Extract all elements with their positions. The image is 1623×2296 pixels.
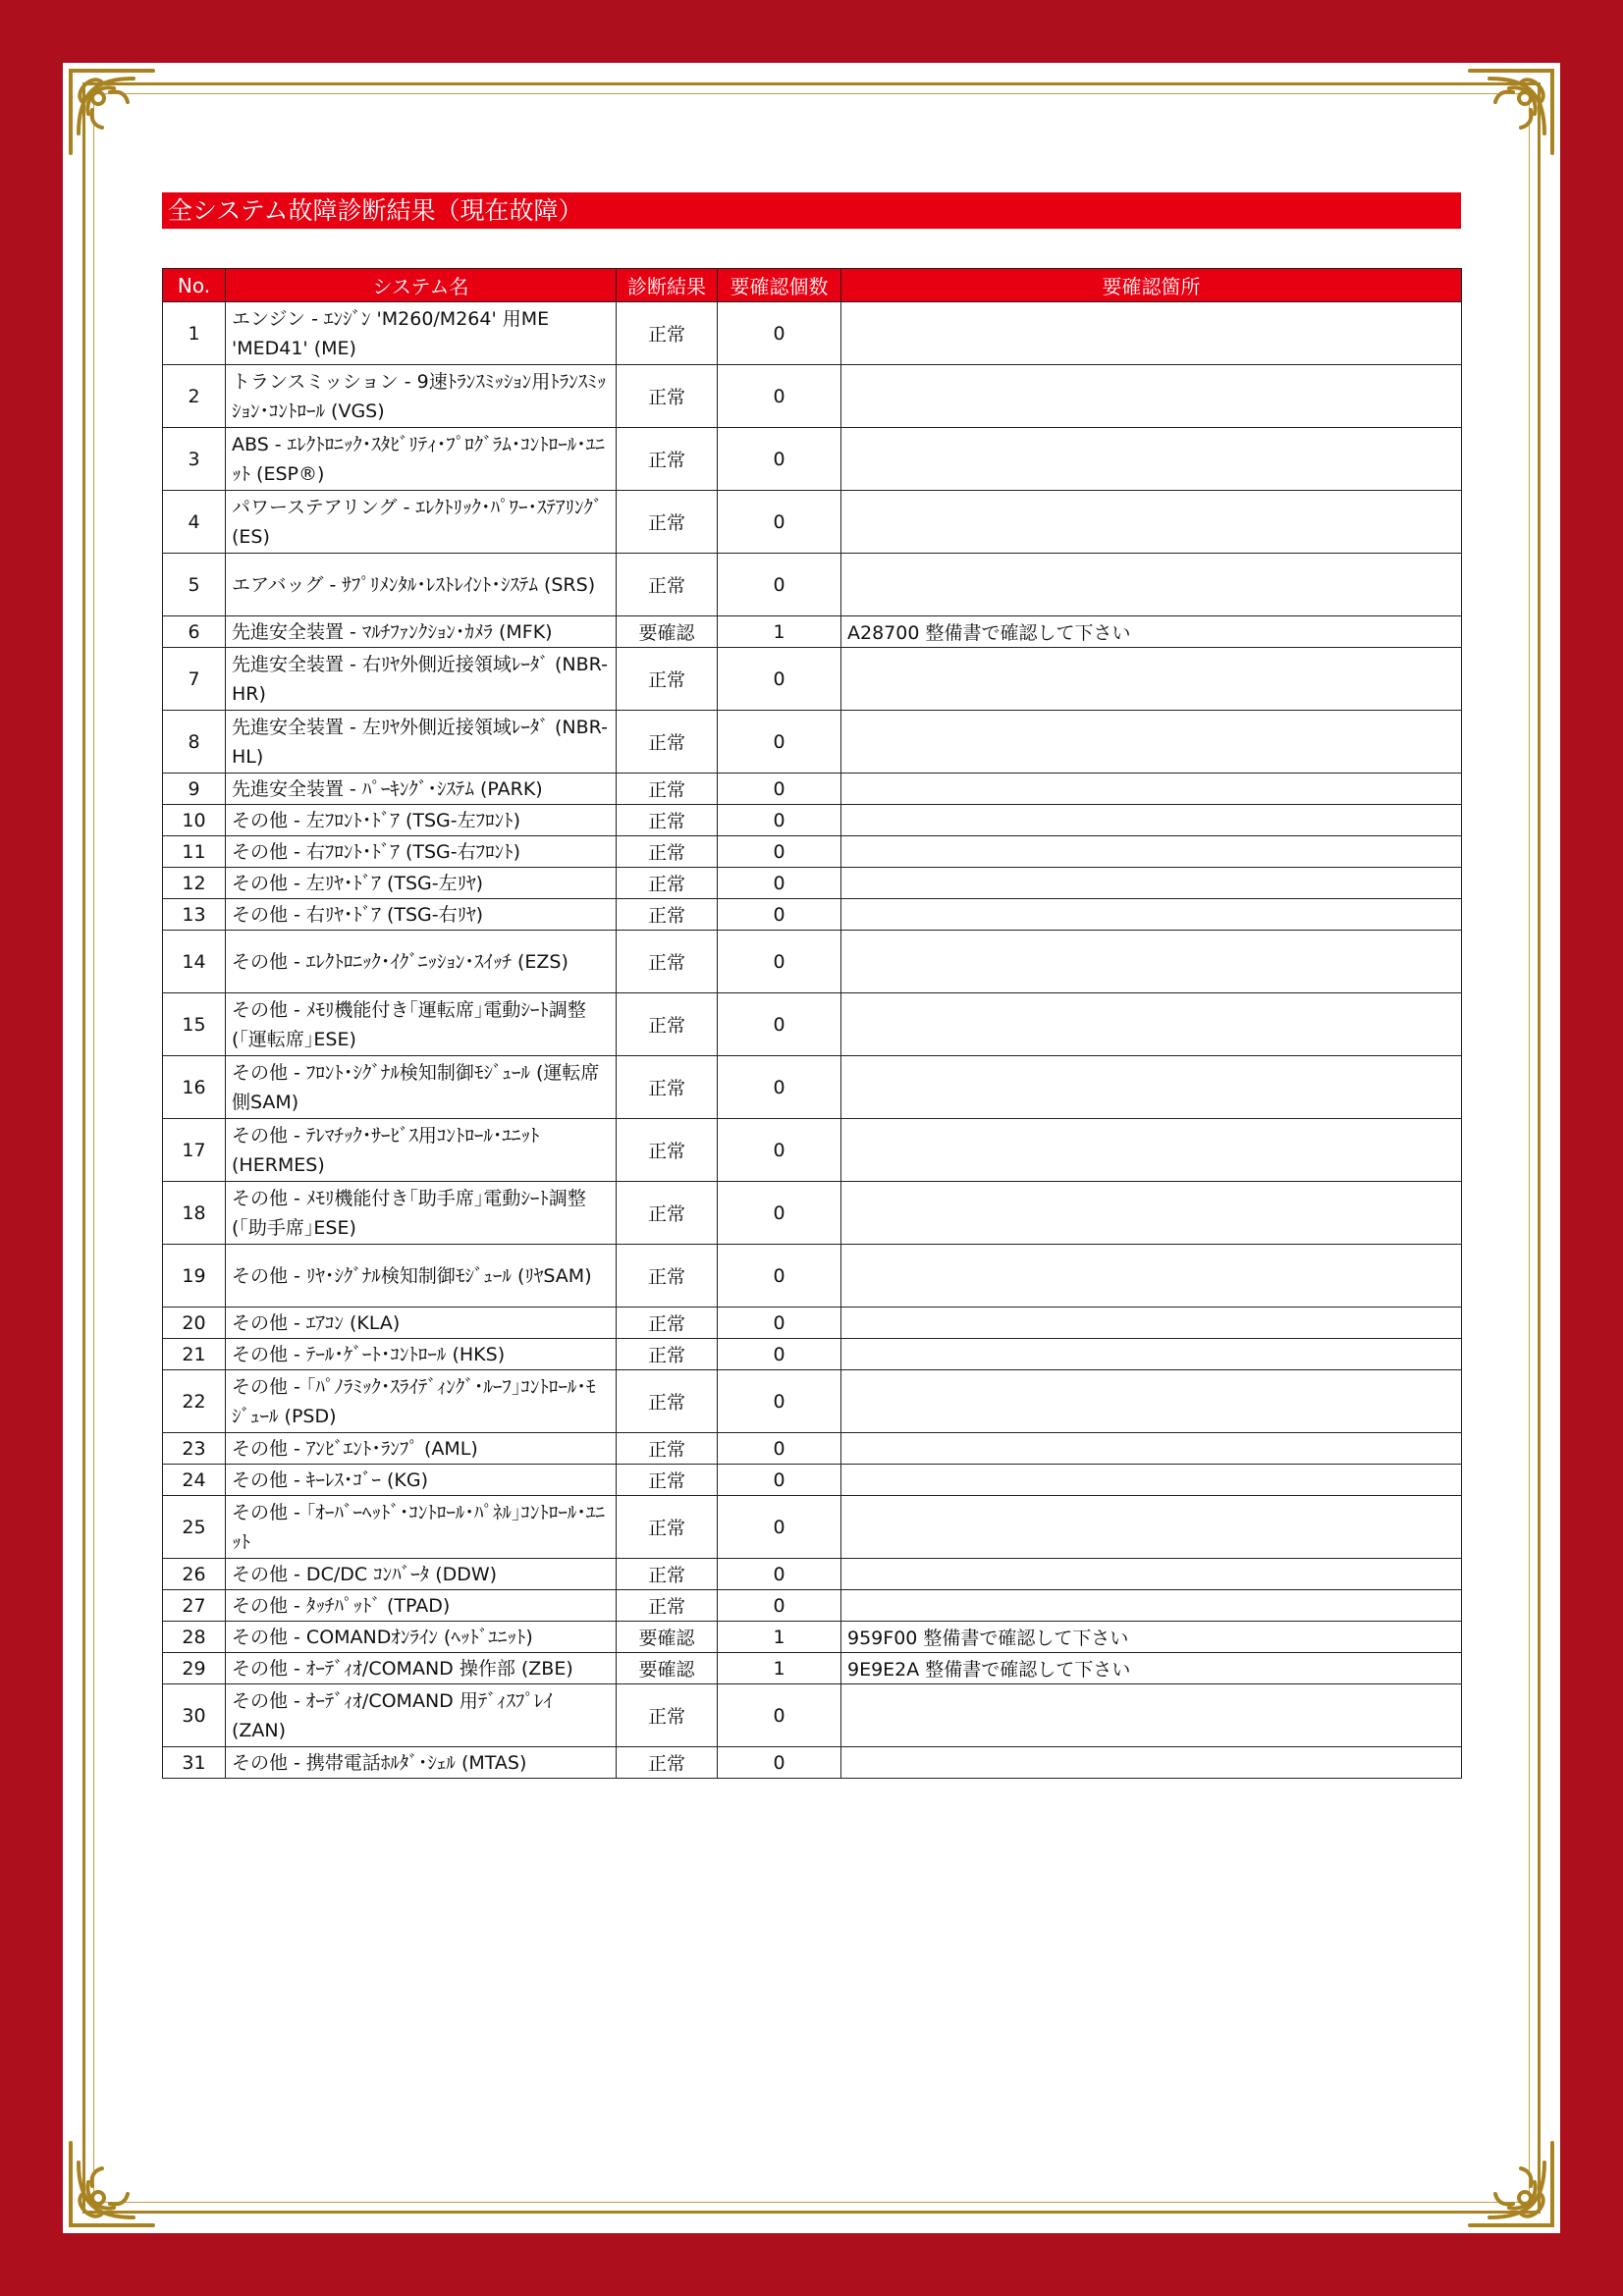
table-row <box>163 616 1462 648</box>
row-result: 正常 <box>617 711 718 774</box>
row-no: 4 <box>163 491 226 554</box>
header-result: 診断結果 <box>617 269 718 302</box>
row-location <box>841 554 1462 616</box>
table-row <box>163 1590 1462 1622</box>
table-row <box>163 993 1462 1056</box>
row-count: 0 <box>718 1433 841 1465</box>
row-system-name: その他 - ﾒﾓﾘ機能付き｢運転席｣電動ｼｰﾄ調整 (｢運転席｣ESE) <box>226 993 617 1056</box>
row-system-name: その他 - ｴｱｺﾝ (KLA) <box>226 1308 617 1339</box>
row-system-name: 先進安全装置 - 右ﾘﾔ外側近接領域ﾚｰﾀﾞ (NBR-HR) <box>226 648 617 711</box>
row-system-name: その他 - ﾃﾚﾏﾁｯｸ･ｻｰﾋﾞｽ用ｺﾝﾄﾛｰﾙ･ﾕﾆｯﾄ (HERMES) <box>226 1119 617 1182</box>
header-count: 要確認個数 <box>718 269 841 302</box>
row-system-name: 先進安全装置 - 左ﾘﾔ外側近接領域ﾚｰﾀﾞ (NBR-HL) <box>226 711 617 774</box>
row-system-name: トランスミッション - 9速ﾄﾗﾝｽﾐｯｼｮﾝ用ﾄﾗﾝｽﾐｯｼｮﾝ･ｺﾝﾄﾛｰﾙ (VGS) <box>226 365 617 428</box>
row-system-name: その他 - ﾀｯﾁﾊﾟｯﾄﾞ (TPAD) <box>226 1590 617 1622</box>
row-location <box>841 365 1462 428</box>
corner-ornament-icon <box>1464 2137 1558 2231</box>
corner-ornament-icon <box>1464 65 1558 159</box>
row-no: 29 <box>163 1653 226 1684</box>
row-count: 0 <box>718 1119 841 1182</box>
row-no: 14 <box>163 931 226 993</box>
table-row <box>163 899 1462 931</box>
row-system-name: ABS - ｴﾚｸﾄﾛﾆｯｸ･ｽﾀﾋﾞﾘﾃｨ･ﾌﾟﾛｸﾞﾗﾑ･ｺﾝﾄﾛｰﾙ･ﾕﾆｯﾄ (ESP®) <box>226 428 617 491</box>
row-count: 0 <box>718 931 841 993</box>
row-no: 16 <box>163 1056 226 1119</box>
row-system-name: 先進安全装置 - ﾊﾟｰｷﾝｸﾞ･ｼｽﾃﾑ (PARK) <box>226 774 617 805</box>
row-location: A28700 整備書で確認して下さい <box>841 616 1462 648</box>
row-location <box>841 428 1462 491</box>
row-system-name: その他 - ｷｰﾚｽ･ｺﾞｰ (KG) <box>226 1465 617 1496</box>
table-row <box>163 302 1462 365</box>
row-location <box>841 711 1462 774</box>
row-no: 27 <box>163 1590 226 1622</box>
row-no: 15 <box>163 993 226 1056</box>
row-result: 正常 <box>617 899 718 931</box>
row-location <box>841 1684 1462 1747</box>
row-no: 26 <box>163 1559 226 1590</box>
row-count: 0 <box>718 774 841 805</box>
table-row <box>163 491 1462 554</box>
row-no: 20 <box>163 1308 226 1339</box>
row-location <box>841 1433 1462 1465</box>
row-count: 0 <box>718 1684 841 1747</box>
row-count: 0 <box>718 711 841 774</box>
row-system-name: その他 - ﾌﾛﾝﾄ･ｼｸﾞﾅﾙ検知制御ﾓｼﾞｭｰﾙ (運転席側SAM) <box>226 1056 617 1119</box>
table-row <box>163 554 1462 616</box>
row-no: 31 <box>163 1747 226 1779</box>
row-no: 23 <box>163 1433 226 1465</box>
row-location <box>841 1308 1462 1339</box>
diagnosis-table <box>162 268 1462 1779</box>
row-system-name: パワーステアリング - ｴﾚｸﾄﾘｯｸ･ﾊﾟﾜｰ･ｽﾃｱﾘﾝｸﾞ (ES) <box>226 491 617 554</box>
row-location <box>841 899 1462 931</box>
header-no: No. <box>163 269 226 302</box>
row-system-name: その他 - 左ﾘﾔ･ﾄﾞｱ (TSG-左ﾘﾔ) <box>226 868 617 899</box>
row-no: 7 <box>163 648 226 711</box>
row-count: 0 <box>718 554 841 616</box>
row-location <box>841 648 1462 711</box>
row-count: 0 <box>718 1182 841 1245</box>
row-count: 1 <box>718 1653 841 1684</box>
row-result: 正常 <box>617 1245 718 1308</box>
row-no: 17 <box>163 1119 226 1182</box>
row-result: 正常 <box>617 1370 718 1433</box>
row-count: 0 <box>718 993 841 1056</box>
table-row <box>163 1747 1462 1779</box>
row-result: 正常 <box>617 648 718 711</box>
row-location <box>841 805 1462 836</box>
row-system-name: その他 - ｴﾚｸﾄﾛﾆｯｸ･ｲｸﾞﾆｯｼｮﾝ･ｽｲｯﾁ (EZS) <box>226 931 617 993</box>
row-count: 0 <box>718 1339 841 1370</box>
header-location: 要確認箇所 <box>841 269 1462 302</box>
row-result: 正常 <box>617 1684 718 1747</box>
table-row <box>163 1559 1462 1590</box>
row-result: 正常 <box>617 1433 718 1465</box>
row-location <box>841 931 1462 993</box>
header-system-name: システム名 <box>226 269 617 302</box>
row-count: 0 <box>718 1370 841 1433</box>
table-row <box>163 1245 1462 1308</box>
row-system-name: その他 - ﾃｰﾙ･ｹﾞｰﾄ･ｺﾝﾄﾛｰﾙ (HKS) <box>226 1339 617 1370</box>
table-row <box>163 836 1462 868</box>
row-no: 30 <box>163 1684 226 1747</box>
row-system-name: 先進安全装置 - ﾏﾙﾁﾌｧﾝｸｼｮﾝ･ｶﾒﾗ (MFK) <box>226 616 617 648</box>
row-no: 3 <box>163 428 226 491</box>
table-row <box>163 1684 1462 1747</box>
row-no: 12 <box>163 868 226 899</box>
row-count: 0 <box>718 836 841 868</box>
table-row <box>163 774 1462 805</box>
table-row <box>163 1308 1462 1339</box>
table-row <box>163 1182 1462 1245</box>
row-count: 0 <box>718 1308 841 1339</box>
row-no: 24 <box>163 1465 226 1496</box>
row-result: 正常 <box>617 774 718 805</box>
row-result: 正常 <box>617 554 718 616</box>
corner-ornament-icon <box>65 2137 159 2231</box>
row-result: 正常 <box>617 1590 718 1622</box>
table-row <box>163 805 1462 836</box>
row-location <box>841 1559 1462 1590</box>
row-count: 0 <box>718 365 841 428</box>
row-count: 0 <box>718 1590 841 1622</box>
row-count: 0 <box>718 805 841 836</box>
row-system-name: その他 - 携帯電話ﾎﾙﾀﾞ･ｼｪﾙ (MTAS) <box>226 1747 617 1779</box>
table-row <box>163 1496 1462 1559</box>
row-result: 正常 <box>617 428 718 491</box>
row-no: 25 <box>163 1496 226 1559</box>
page-title: 全システム故障診断結果（現在故障） <box>162 192 1461 229</box>
row-location <box>841 302 1462 365</box>
row-system-name: その他 - ﾘﾔ･ｼｸﾞﾅﾙ検知制御ﾓｼﾞｭｰﾙ (ﾘﾔSAM) <box>226 1245 617 1308</box>
table-row <box>163 1370 1462 1433</box>
table-row <box>163 1056 1462 1119</box>
row-result: 正常 <box>617 1182 718 1245</box>
row-result: 正常 <box>617 302 718 365</box>
row-location <box>841 1590 1462 1622</box>
row-no: 11 <box>163 836 226 868</box>
row-system-name: その他 - ｵｰﾃﾞｨｵ/COMAND 用ﾃﾞｨｽﾌﾟﾚｲ (ZAN) <box>226 1684 617 1747</box>
table-header-row <box>163 269 1462 302</box>
table-row <box>163 711 1462 774</box>
row-no: 10 <box>163 805 226 836</box>
row-count: 0 <box>718 1747 841 1779</box>
row-location <box>841 1370 1462 1433</box>
row-no: 2 <box>163 365 226 428</box>
row-location <box>841 1465 1462 1496</box>
row-result: 正常 <box>617 993 718 1056</box>
row-result: 正常 <box>617 1339 718 1370</box>
row-system-name: その他 - ｵｰﾃﾞｨｵ/COMAND 操作部 (ZBE) <box>226 1653 617 1684</box>
row-count: 0 <box>718 1559 841 1590</box>
row-system-name: エアバッグ - ｻﾌﾟﾘﾒﾝﾀﾙ･ﾚｽﾄﾚｲﾝﾄ･ｼｽﾃﾑ (SRS) <box>226 554 617 616</box>
row-no: 22 <box>163 1370 226 1433</box>
table-row <box>163 648 1462 711</box>
row-system-name: その他 - COMANDｵﾝﾗｲﾝ (ﾍｯﾄﾞﾕﾆｯﾄ) <box>226 1622 617 1653</box>
row-no: 28 <box>163 1622 226 1653</box>
row-count: 0 <box>718 1056 841 1119</box>
row-result: 正常 <box>617 1559 718 1590</box>
table-row <box>163 365 1462 428</box>
row-result: 正常 <box>617 365 718 428</box>
row-location: 9E9E2A 整備書で確認して下さい <box>841 1653 1462 1684</box>
table-row <box>163 428 1462 491</box>
row-no: 13 <box>163 899 226 931</box>
row-location <box>841 868 1462 899</box>
table-row <box>163 1339 1462 1370</box>
table-row <box>163 1465 1462 1496</box>
row-count: 1 <box>718 616 841 648</box>
row-result: 要確認 <box>617 616 718 648</box>
row-count: 0 <box>718 1245 841 1308</box>
table-row <box>163 1433 1462 1465</box>
row-location <box>841 1056 1462 1119</box>
row-count: 0 <box>718 302 841 365</box>
row-no: 9 <box>163 774 226 805</box>
corner-ornament-icon <box>65 65 159 159</box>
row-location <box>841 491 1462 554</box>
row-count: 1 <box>718 1622 841 1653</box>
row-system-name: その他 - ｢ﾊﾟﾉﾗﾐｯｸ･ｽﾗｲﾃﾞｨﾝｸﾞ･ﾙｰﾌ｣ｺﾝﾄﾛｰﾙ･ﾓｼﾞｭｰﾙ (PSD) <box>226 1370 617 1433</box>
row-location <box>841 1245 1462 1308</box>
row-count: 0 <box>718 1496 841 1559</box>
table-row <box>163 868 1462 899</box>
row-result: 正常 <box>617 1496 718 1559</box>
row-result: 正常 <box>617 1308 718 1339</box>
row-no: 8 <box>163 711 226 774</box>
row-location: 959F00 整備書で確認して下さい <box>841 1622 1462 1653</box>
row-system-name: その他 - DC/DC ｺﾝﾊﾞｰﾀ (DDW) <box>226 1559 617 1590</box>
row-count: 0 <box>718 648 841 711</box>
row-location <box>841 836 1462 868</box>
row-no: 19 <box>163 1245 226 1308</box>
row-result: 正常 <box>617 931 718 993</box>
row-count: 0 <box>718 428 841 491</box>
row-location <box>841 1747 1462 1779</box>
row-system-name: その他 - ｢ｵｰﾊﾞｰﾍｯﾄﾞ･ｺﾝﾄﾛｰﾙ･ﾊﾟﾈﾙ｣ｺﾝﾄﾛｰﾙ･ﾕﾆｯﾄ <box>226 1496 617 1559</box>
row-location <box>841 774 1462 805</box>
row-system-name: その他 - 左ﾌﾛﾝﾄ･ﾄﾞｱ (TSG-左ﾌﾛﾝﾄ) <box>226 805 617 836</box>
row-result: 正常 <box>617 1747 718 1779</box>
row-count: 0 <box>718 491 841 554</box>
row-system-name: その他 - ﾒﾓﾘ機能付き｢助手席｣電動ｼｰﾄ調整 (｢助手席｣ESE) <box>226 1182 617 1245</box>
row-result: 正常 <box>617 868 718 899</box>
row-no: 6 <box>163 616 226 648</box>
row-result: 正常 <box>617 1056 718 1119</box>
row-no: 21 <box>163 1339 226 1370</box>
row-count: 0 <box>718 868 841 899</box>
row-result: 要確認 <box>617 1653 718 1684</box>
row-location <box>841 993 1462 1056</box>
table-row <box>163 1653 1462 1684</box>
row-count: 0 <box>718 899 841 931</box>
row-location <box>841 1119 1462 1182</box>
row-result: 正常 <box>617 836 718 868</box>
row-result: 正常 <box>617 1119 718 1182</box>
row-location <box>841 1182 1462 1245</box>
row-location <box>841 1339 1462 1370</box>
row-no: 1 <box>163 302 226 365</box>
row-system-name: その他 - 右ﾘﾔ･ﾄﾞｱ (TSG-右ﾘﾔ) <box>226 899 617 931</box>
row-location <box>841 1496 1462 1559</box>
row-result: 正常 <box>617 805 718 836</box>
row-result: 要確認 <box>617 1622 718 1653</box>
table-row <box>163 1119 1462 1182</box>
row-no: 18 <box>163 1182 226 1245</box>
row-no: 5 <box>163 554 226 616</box>
row-count: 0 <box>718 1465 841 1496</box>
table-row <box>163 1622 1462 1653</box>
row-system-name: その他 - ｱﾝﾋﾞｴﾝﾄ･ﾗﾝﾌﾟ (AML) <box>226 1433 617 1465</box>
row-system-name: エンジン - ｴﾝｼﾞﾝ 'M260/M264' 用ME 'MED41' (ME) <box>226 302 617 365</box>
table-row <box>163 931 1462 993</box>
row-result: 正常 <box>617 1465 718 1496</box>
row-result: 正常 <box>617 491 718 554</box>
row-system-name: その他 - 右ﾌﾛﾝﾄ･ﾄﾞｱ (TSG-右ﾌﾛﾝﾄ) <box>226 836 617 868</box>
